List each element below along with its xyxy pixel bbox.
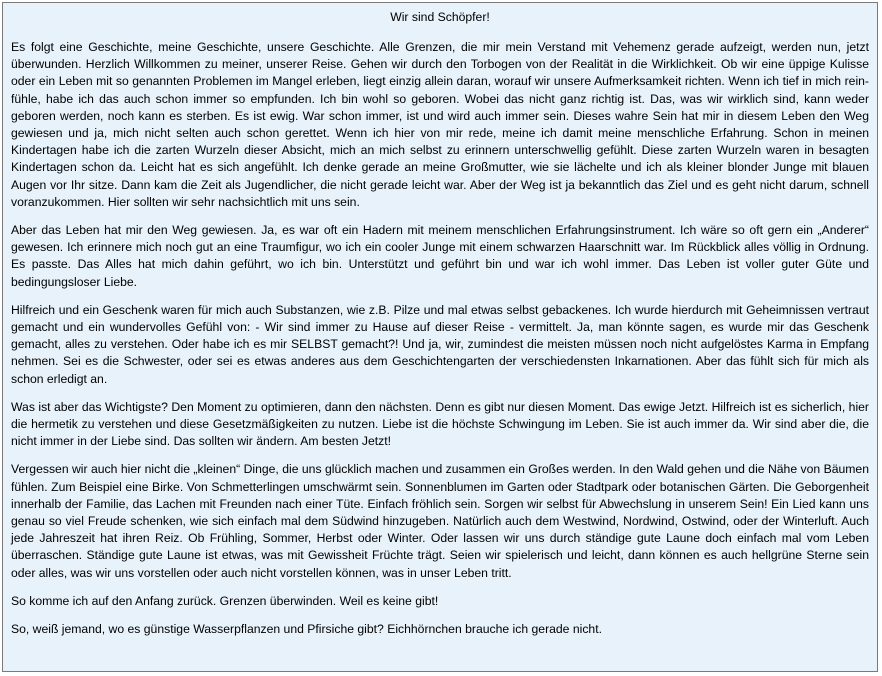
- document-title: Wir sind Schöpfer!: [390, 10, 490, 24]
- document-page: [2, 2, 878, 672]
- paragraph-1: Es folgt eine Geschichte, meine Geschichte, unsere Geschichte. Alle Grenzen, die mir mein Verstand mit Vehemenz gerade aufzeigt, werden nun, jetzt überwunden. Herzlich Willkommen zu meiner, unserer Reise. Gehen wir durch den Torbogen von der Realität in die Wirklichkeit. Ob wir eine üppige Kulisse oder ein Leben mit so genannten Problemen im Mangel erleben, liegt einzig allein daran, worauf wir unsere Aufmerksamkeit richten. Wenn ich tief in mich rein- fühle, habe ich das auch schon immer so empfunden. Ich bin wohl so geboren. Wobei das nicht ganz richtig ist. Das, was wir wirklich sind, kann weder geboren werden, noch kann es sterben. Es ist ewig. War schon immer, ist und wird auch immer sein. Dieses wahre Sein hat mir in diesem Leben den Weg gewiesen und ja, mich nicht selten auch schon gerettet. Wenn ich hier von mir rede, meine ich damit meine menschliche Erfahrung. Schon in meinen Kindertagen habe ich die zarten Wurzeln dieser Absicht, mich an mich selbst zu erinnern unterschwellig gefühlt. Diese zarten Wurzeln waren in besagten Kindertagen schon da. Leicht hat es sich angefühlt. Ich denke gerade an meine Großmutter, wie sie lächelte und ich als kleiner blonder Junge mit blauen Augen vor Ihr sitze. Dann kam die Zeit als Jugendlicher, die nicht gerade leicht war. Aber der Weg ist ja bekanntlich das Ziel und es geht nicht darum, schnell voranzukommen. Hier sollten wir sehr nachsichtlich mit uns sein.: [11, 40, 869, 209]
- paragraph-5: Vergessen wir auch hier nicht die „kleinen“ Dinge, die uns glücklich machen und zusammen ein Großes werden. In den Wald gehen und die Nähe von Bäumen fühlen. Zum Beispiel eine Birke. Von Schmetterlingen umschwärmt sein. Sonnenblumen im Garten oder Stadtpark oder botanischen Gärten. Die Geborgenheit innerhalb der Familie, das Lachen mit Freunden nach einer Tüte. Einfach fröhlich sein. Sorgen wir selbst für Abwechslung in unserem Sein! Ein Lied kann uns genau so viel Freude schenken, wie sich einfach mal dem Südwind hinzugeben. Natürlich auch dem Westwind, Nordwind, Ostwind, oder der Winterluft. Auch jede Jahreszeit hat ihren Reiz. Ob Frühling, Sommer, Herbst oder Winter. Oder lassen wir uns durch ständige gute Laune doch einfach mal vom Leben überraschen. Ständige gute Laune ist etwas, was mit Gewissheit Früchte trägt. Seien wir spielerisch und leicht, dann können es auch hellgrüne Sterne sein oder alles, was wir uns vorstellen oder auch nicht vorstellen können, was in unser Leben tritt.: [11, 462, 869, 580]
- paragraph-4: Was ist aber das Wichtigste? Den Moment zu optimieren, dann den nächsten. Denn es gibt nur diesen Moment. Das ewige Jetzt. Hilfreich ist es sicherlich, hier die hermetik zu verstehen und diese Gesetzmäßigkeiten zu nutzen. Liebe ist die höchste Schwingung im Leben. Sie ist auch immer da. Wir sind aber die, die nicht immer in der Liebe sind. Das sollten wir ändern. Am besten Jetzt!: [11, 399, 869, 449]
- paragraph-3: Hilfreich und ein Geschenk waren für mich auch Substanzen, wie z.B. Pilze und mal etwas selbst gebackenes. Ich wurde hierdurch mit Geheimnissen vertraut gemacht und ein wundervolles Gefühl von: - Wir sind immer zu Hause auf dieser Reise - vermittelt. Ja, man könnte sagen, es wurde mir das Geschenk gemacht, alles zu verstehen. Oder habe ich es mir SELBST gemacht?! Und ja, wir, zumindest die meisten müssen noch nicht aufgelöstes Karma in Empfang nehmen. Sei es die Schwester, oder sei es etwas anderes aus dem Geschichtengarten der verschiedensten Inkarnationen. Aber das fühlt sich für mich als schon erledigt an.: [11, 302, 869, 386]
- paragraph-2: Aber das Leben hat mir den Weg gewiesen. Ja, es war oft ein Hadern mit meinem menschlichen Erfahrungsinstrument. Ich wäre so oft gern ein „Anderer“ gewesen. Ich erinnere mich noch gut an eine Traumfigur, wo ich ein cooler Junge mit einem schwarzen Haarschnitt war. Im Rückblick alles völlig in Ordnung. Es passte. Das Alles hat mich dahin geführt, wo ich bin. Unterstützt und geführt bin und war ich wohl immer. Das Leben ist voller guter Güte und bedingungsloser Liebe.: [11, 223, 869, 289]
- paragraph-7: So, weiß jemand, wo es günstige Wasserpflanzen und Pfirsiche gibt? Eichhörnchen brauche ich gerade nicht.: [11, 622, 602, 637]
- paragraph-6: So komme ich auf den Anfang zurück. Grenzen überwinden. Weil es keine gibt!: [11, 593, 439, 608]
